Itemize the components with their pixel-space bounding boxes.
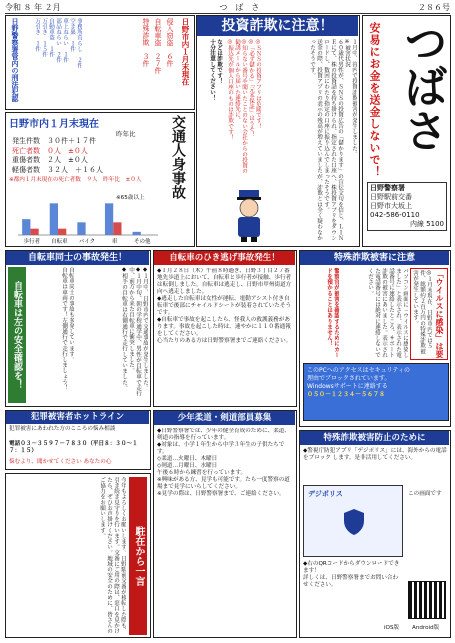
publisher-line: 日野駅前交番 <box>370 193 412 201</box>
issue-number: ２８６号 <box>417 3 450 12</box>
shield-icon <box>342 508 366 536</box>
publisher-line: 内線 5100 <box>409 220 444 228</box>
station-column-heading: 駐在から一言 <box>129 477 147 635</box>
bicycle-heading: 自転車同士の事故発生！ <box>6 251 149 265</box>
chart-bar <box>77 222 85 235</box>
hit-run-body: ◆１月２８日（木）午前８時過ぎ、日野３丁目２７番地先歩道上において、自転車と歩行者が接触、歩行者は転倒しました。自転車は逃走し、日野市甲州街道方向へ逃走しました。 ◆逃走した自転車は女性が運転、電動アシスト付き自転車で後部にチャイルドシートが装着されていたそうです。 ◆自転車で事故を起こしたら、怪我人の救護義務があります。事故を起こした時は、速やかに１１０番通報をしてください。 心当たりのある方は日野警察署までご連絡ください。 <box>157 268 292 344</box>
chart-category-label: バイク <box>78 239 96 245</box>
chart-bar <box>58 229 66 235</box>
chart-bar <box>50 203 58 235</box>
virus-body: パソコン画面に「ウイルスに感染しました」と表示され、表示された電話番号に連絡したところ、サポート詐欺の被害にあいました。表示された電話番号には絶対に連絡しないでください。 <box>367 268 408 358</box>
virus-warning-box <box>410 268 448 360</box>
hotline-sub: 犯罪被害にあわれた方のこころの悩み相談 <box>9 426 116 432</box>
traffic-year-label: 昨年比 <box>116 130 136 138</box>
crime-stats-box <box>5 15 195 110</box>
app-heading: 特殊詐欺被害防止のために <box>300 431 449 445</box>
stat-line: 自動車盗 １件 <box>48 18 54 58</box>
fraud-point: ◎知らない番号や聞いたことのない会社からの投資の勧誘メールから届いた連絡先に、 <box>234 39 247 174</box>
chart-category-label: 歩行者 <box>23 239 41 245</box>
fraud-point: ◎振込先が個人口座のものは詐欺です！ <box>227 39 233 141</box>
fake-warning-screen <box>303 363 449 421</box>
chart-bar <box>105 203 113 235</box>
masthead-title: つばさ <box>396 20 447 152</box>
traffic-stat: 重傷者数 ２人 ±０人 <box>12 156 88 164</box>
app-qr-note: ◆右のQRコードからダウンロードできます！ 詳しくは、日野警察署までお問い合わせください。 <box>303 561 400 588</box>
chart-bar <box>133 232 141 235</box>
police-officer-illustration <box>227 188 271 242</box>
traffic-stat: 死亡者数 ０人 ±０人 <box>12 146 88 155</box>
traffic-stat: 軽傷者数 ３２人 ＋１６人 <box>12 165 103 174</box>
judo-heading: 少年柔道・剣道部員募集 <box>154 411 295 425</box>
fake-screen-line: このPCへのアクセスはセキュリティの <box>307 367 411 374</box>
stat-line: 事務所荒らし ２件 <box>76 18 82 69</box>
app-name: デジポリス <box>308 490 343 498</box>
chart-category-label: 車 <box>111 239 118 245</box>
virus-red-note: 警察官が被害を確認するためにカードを預かることはありません！ <box>326 268 339 358</box>
store-label-ios: iOS版 <box>384 625 400 631</box>
chart-category-label: 自転車 <box>51 239 68 245</box>
station-column-body: 今年もよろしくお願いします。日野駅前交番が移転した際も、引き続き見守りを行います。交番にご用の際は、窓口を見かけたら、ぜひお声掛けください。地域の安全のために、皆さんのご協力をお願いします。 <box>99 477 126 634</box>
publisher-line: 042-586-0110 <box>370 211 420 219</box>
publisher-line: 日野警察署 <box>370 184 405 192</box>
bicycle-slogan: 自転車は左の安全確認を！ <box>8 267 26 403</box>
fraud-point: ◎ＳＮＳの投資アプリは危険です！ <box>255 39 261 129</box>
issue-header <box>5 2 450 14</box>
stat-line: 部品ねらい ２件 <box>55 18 61 63</box>
bicycle-accident-section <box>5 250 151 407</box>
judo-body: ◆日野警察署では、少年の健全育成のために、柔道、剣道の指導を行っています。 ◆対象は、小学１年生から中学３年生の子供たちです。 ◇柔道…火曜日、木曜日 ◇剣道…月曜日、水曜日 午後６時から練習を行っています。 ※興味がある方、見学も可能です。たら一度警察の道場まで見学にいらしてください。 ※見学の際は、日野警察署まで、ご連絡ください。 <box>157 428 290 497</box>
stat-line: 万引き １件 <box>34 18 40 52</box>
fake-screen-line: 理由でブロックされています。 <box>307 375 391 382</box>
store-label-android: Android版 <box>412 625 440 631</box>
chart-bar <box>30 229 38 235</box>
chart-bar <box>113 222 121 235</box>
traffic-stats-list <box>12 137 162 175</box>
victim-hotline-section <box>5 410 151 470</box>
chart-bar <box>22 219 30 235</box>
qr-code-icon[interactable] <box>408 581 446 619</box>
fraud-warning-points <box>225 39 261 179</box>
station-column-section <box>5 473 151 638</box>
hit-run-heading: 自転車のひき逃げ事故発生！ <box>154 251 295 265</box>
traffic-accident-section <box>5 112 195 247</box>
special-fraud-body: ◎１月末現在、日野市内では５件、総額約２百万円の特殊詐欺被害が発生しています。 <box>412 270 432 354</box>
issue-title: つ ば さ <box>219 3 260 12</box>
bicycle-tail: 自転車同士の事故も多発しています。 自転車は車両です！左側通行で走行しましょう！ <box>61 267 74 391</box>
app-promo-section <box>299 430 451 638</box>
fraud-warning-closing: などは詐欺です！ 十分注意してください！ <box>209 39 222 101</box>
app-screen-mock <box>303 485 403 557</box>
fake-screen-line: ０５０－１２３４－５６７８ <box>307 391 386 398</box>
chart-category-label: その他 <box>133 239 151 245</box>
bicycle-body: ◆１月中、日野市内で交通事故が発生しました。 ◆１月中旬、朝の学校通学中、男性が自転車で走行中、前方から来た自転車に衝突しました。 ◆相手の自転車は右側通行で走行していました。 <box>121 267 148 397</box>
judo-kendo-section <box>153 410 297 638</box>
stat-line: 侵入窃盗 ６件 <box>166 18 174 67</box>
police-contact <box>367 182 447 231</box>
crime-stats-red-list <box>106 18 176 108</box>
fraud-warning-body: １月中、管内で投資詐欺被害が発生しました。 ※被害状況 ６０歳代男性が、ＳＮＳの投資広告の「儲かります」の宣伝文句を信じ、ＬＩＮＥにて、株の投資話を持ち掛けられ、指定された口座へ、株投資アプリをダウンロードし、数回にわたり指定の口座に振り込んでしまったそうです。 送金の際、投資アプリの表示の残高が増えていましたが、詐欺とは全く疑わなかったそうです。 <box>309 39 357 241</box>
hit-run-section <box>153 250 297 407</box>
stat-line: 万引き １５件 <box>41 18 47 58</box>
traffic-subtitle: 日野市内１月末現在 <box>9 119 99 130</box>
stat-line: 自転車盗 ２７件 <box>154 18 162 74</box>
issue-date: 令和 ８ 年 ２月 <box>5 3 61 12</box>
traffic-heading: 交通人身事故 <box>170 115 186 199</box>
fake-screen-line: Windowsサポートに連絡する <box>307 383 388 390</box>
virus-heading: 「ウイルスに感染」は要 <box>435 270 444 358</box>
crime-stats-title: 日野市内１月末現在 <box>181 18 190 86</box>
stat-line: 車上ねらい １件 <box>62 18 68 63</box>
crime-stats-blue-title: 日野警察署管内の刑法犯認 <box>11 18 19 102</box>
chart-caption: ※65歳以上 <box>116 195 145 201</box>
special-fraud-heading: 特殊詐欺被害に注意 <box>300 251 449 265</box>
fraud-warning-heading: 投資詐欺に注意！ <box>197 16 358 36</box>
app-screen-note: この画面です <box>408 491 442 497</box>
hotline-heading: 犯罪被害者ホットライン <box>6 411 149 424</box>
masthead <box>362 15 451 247</box>
special-fraud-section <box>299 250 451 427</box>
traffic-footnote: ※都内１月末現在の死亡者数 ９人 昨年比 ±０人 <box>9 177 142 183</box>
hotline-phone: 電話０３－３５９７－７８３０（平日８：３０～１７：１５） <box>9 441 138 454</box>
hotline-note: 悩むより、聞かせてください あなたの心 <box>9 459 112 465</box>
app-body: ◆警視庁防犯アプリ「デジポリス」には、海外からの電話をブロック します。是非活用してください。 <box>303 448 447 461</box>
traffic-stat: 発生件数 ３０件＋１７件 <box>12 137 96 145</box>
stat-line: 特殊詐欺 ３件 <box>142 18 150 67</box>
fraud-warning-section <box>196 15 360 247</box>
masthead-slogan: 安易にお金を送金しないで！ <box>368 22 381 178</box>
crime-stats-blue-list <box>22 18 82 108</box>
fraud-point: ◎「必ず儲かる」「元本保証」はうそ！ <box>248 39 254 138</box>
stat-line: 空き巣 １件 <box>69 18 75 52</box>
publisher-line: 日野市大坂上 <box>370 202 412 210</box>
